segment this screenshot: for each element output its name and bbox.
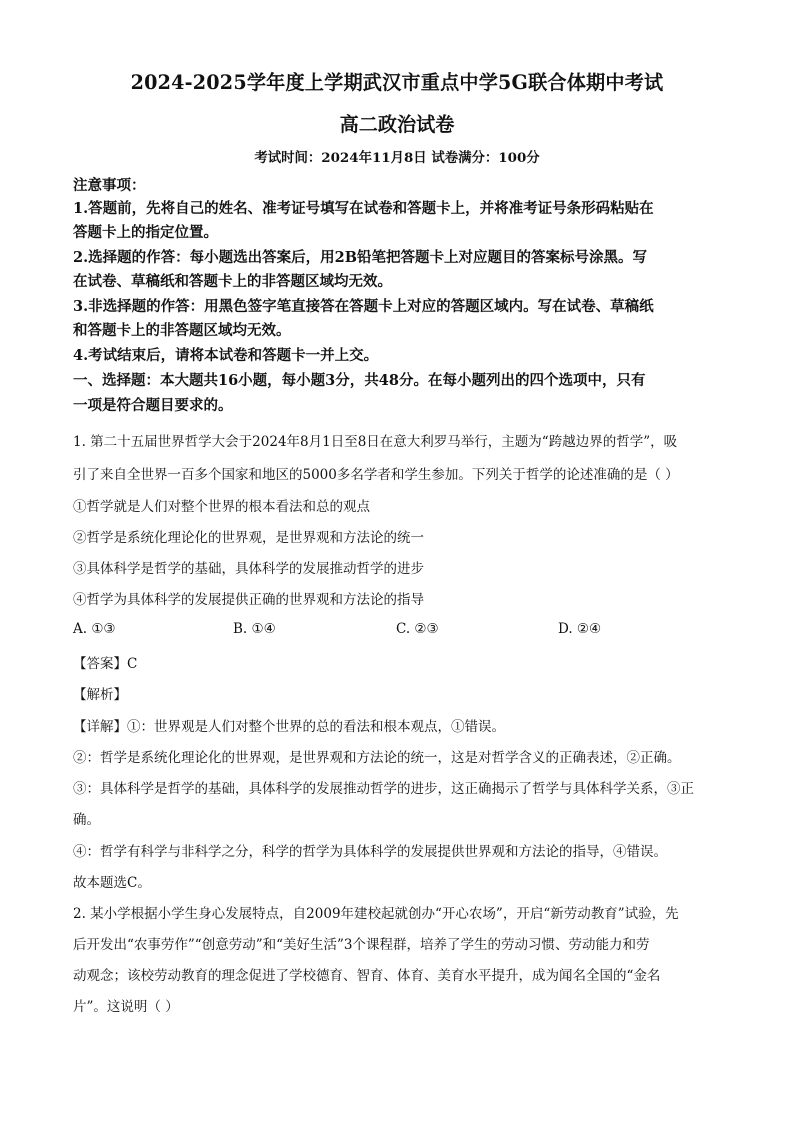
q1-analysis-tag: 【解析】 <box>73 687 127 703</box>
q1-detail: 确。 <box>73 812 100 828</box>
q2-stem: 2. 某小学根据小学生身心发展特点，自2009年建校起就创办“开心农场”，开启“新劳动教育”试验，先 <box>73 906 679 922</box>
q1-detail: ②：哲学是系统化理论化的世界观，是世界观和方法论的统一，这是对哲学含义的正确表述，②正确。 <box>73 750 681 766</box>
notes-line: 3.非选择题的作答：用黑色签字笔直接答在答题卡上对应的答题区域内。写在试卷、草稿纸 <box>73 298 654 315</box>
notes-line: 答题卡上的指定位置。 <box>73 224 218 241</box>
q1-statement: ①哲学就是人们对整个世界的根本看法和总的观点 <box>73 499 370 515</box>
exam-subtitle: 高二政治试卷 <box>339 113 455 136</box>
notes-line: 和答题卡上的非答题区域均无效。 <box>73 322 291 339</box>
notes-line: 2.选择题的作答：每小题选出答案后，用2B铅笔把答题卡上对应题目的答案标号涂黑。写 <box>73 249 647 266</box>
q1-option-b: B. ①④ <box>233 621 276 637</box>
q2-stem: 后开发出“农事劳作”“创意劳动”和“美好生活”3个课程群，培养了学生的劳动习惯、劳动能力和劳 <box>73 937 650 953</box>
q2-stem: 动观念；该校劳动教育的理念促进了学校德育、智育、体育、美育水平提升，成为闻名全国的“金名 <box>73 968 661 984</box>
q1-stem: 引了来自全世界一百多个国家和地区的5000多名学者和学生参加。下列关于哲学的论述准确的是（ ） <box>73 467 679 483</box>
q1-detail: ④：哲学有科学与非科学之分，科学的哲学为具体科学的发展提供世界观和方法论的指导，④错误。 <box>73 844 667 860</box>
q1-detail: 【详解】①：世界观是人们对整个世界的总的看法和根本观点，①错误。 <box>73 719 505 735</box>
notes-heading: 注意事项： <box>73 177 146 194</box>
q1-detail: 故本题选C。 <box>73 875 151 891</box>
notes-line: 1.答题前，先将自己的姓名、准考证号填写在试卷和答题卡上，并将准考证号条形码粘贴在 <box>73 200 654 217</box>
section-heading: 一、选择题：本大题共16小题，每小题3分，共48分。在每小题列出的四个选项中，只有 <box>73 372 646 389</box>
q1-statement: ②哲学是系统化理论化的世界观，是世界观和方法论的统一 <box>73 530 424 546</box>
q1-statement: ③具体科学是哲学的基础，具体科学的发展推动哲学的进步 <box>73 561 424 577</box>
exam-info: 考试时间：2024年11月8日 试卷满分：100分 <box>254 150 540 166</box>
notes-line: 在试卷、草稿纸和答题卡上的非答题区域均无效。 <box>73 273 392 290</box>
q1-option-c: C. ②③ <box>396 621 439 637</box>
q2-stem: 片”。这说明（ ） <box>73 999 179 1015</box>
answer-value: C <box>127 656 138 672</box>
exam-title: 2024-2025学年度上学期武汉市重点中学5G联合体期中考试 <box>130 71 664 94</box>
q1-answer <box>73 652 137 672</box>
q1-detail: ③：具体科学是哲学的基础，具体科学的发展推动哲学的进步，这正确揭示了哲学与具体科学关系，③正 <box>73 781 694 797</box>
q1-option-a: A. ①③ <box>73 621 116 637</box>
section-heading: 一项是符合题目要求的。 <box>73 397 233 414</box>
notes-line: 4.考试结束后，请将本试卷和答题卡一并上交。 <box>73 347 379 364</box>
q1-statement: ④哲学为具体科学的发展提供正确的世界观和方法论的指导 <box>73 592 424 608</box>
q1-stem: 1. 第二十五届世界哲学大会于2024年8月1日至8日在意大利罗马举行，主题为“跨越边界的哲学”，吸 <box>73 434 678 450</box>
answer-tag: 【答案】 <box>73 656 127 672</box>
q1-option-d: D. ②④ <box>558 621 602 637</box>
